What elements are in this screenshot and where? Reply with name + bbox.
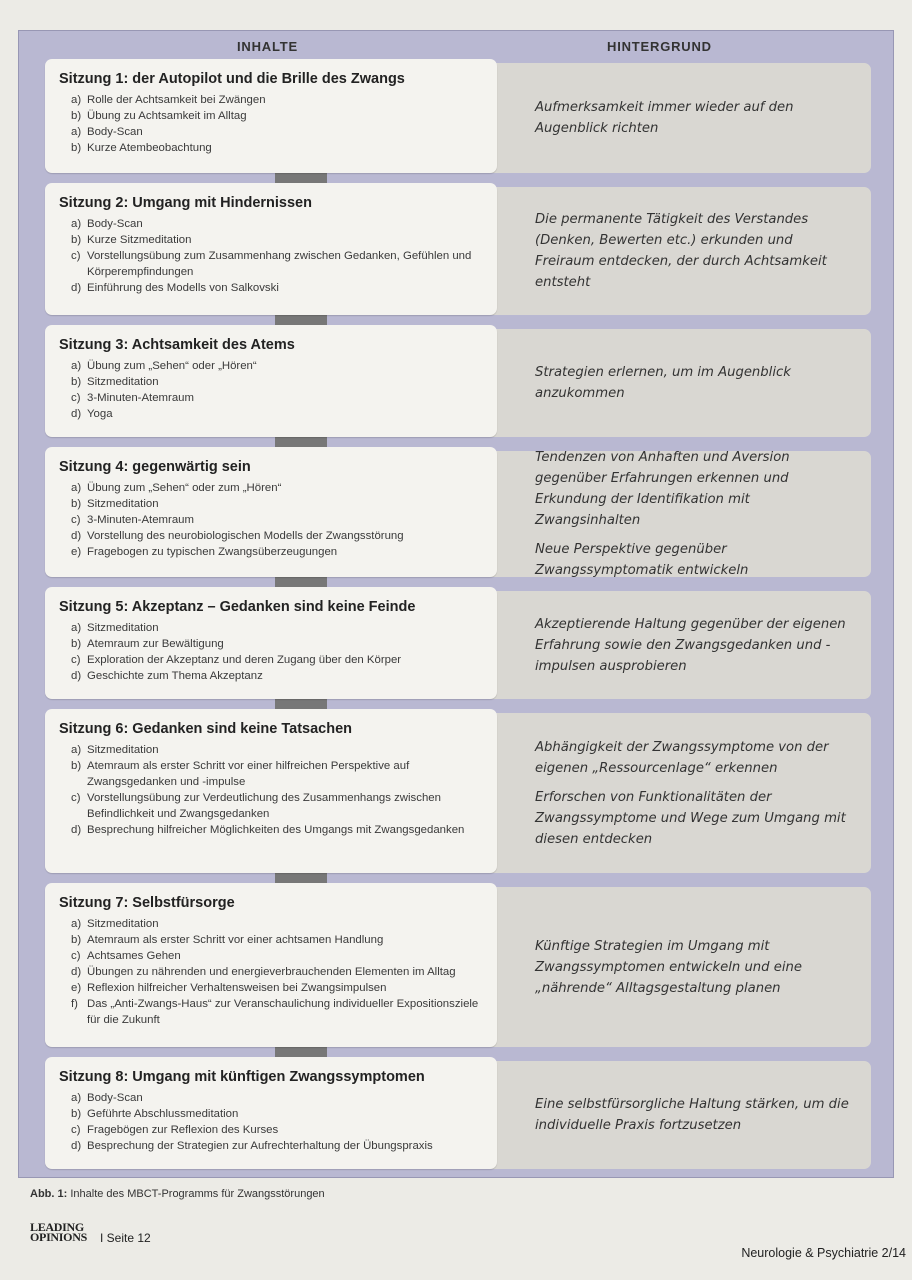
item-text: Das „Anti-Zwangs-Haus“ zur Veranschaulichung individueller Expositionsziele für die Zukunft	[87, 998, 479, 1026]
item-letter: a)	[71, 94, 82, 106]
session-item	[59, 916, 483, 932]
item-letter: c)	[71, 792, 81, 804]
session-item	[59, 358, 483, 374]
item-text: Atemraum als erster Schritt vor einer hilfreichen Perspektive auf Zwangsgedanken und -impulse	[87, 760, 410, 788]
item-letter: b)	[71, 638, 82, 650]
caption-text: Inhalte des MBCT-Programms für Zwangsstörungen	[70, 1188, 325, 1200]
session-item	[59, 390, 483, 406]
session-item	[59, 822, 483, 838]
session-item	[59, 742, 483, 758]
session-item	[59, 964, 483, 980]
item-letter: a)	[71, 622, 82, 634]
session-item	[59, 374, 483, 390]
item-text: Besprechung der Strategien zur Aufrechterhaltung der Übungspraxis	[87, 1140, 433, 1152]
item-letter: d)	[71, 282, 82, 294]
session-background-box	[485, 187, 871, 315]
session-title: Sitzung 2: Umgang mit Hindernissen	[59, 195, 312, 211]
item-text: 3-Minuten-Atemraum	[87, 392, 194, 404]
item-text: Body-Scan	[87, 218, 143, 230]
session-item	[59, 1090, 483, 1106]
item-text: Vorstellung des neurobiologischen Modells der Zwangsstörung	[87, 530, 404, 542]
session-content-box	[45, 883, 497, 1047]
session-row	[45, 59, 871, 173]
item-text: Besprechung hilfreicher Möglichkeiten des Umgangs mit Zwangsgedanken	[87, 824, 465, 836]
figure-caption	[30, 1188, 325, 1200]
session-item-list	[59, 358, 483, 422]
session-item	[59, 668, 483, 684]
session-content-box	[45, 325, 497, 437]
item-letter: b)	[71, 760, 82, 772]
item-text: Kurze Sitzmeditation	[87, 234, 192, 246]
item-text: Fragebogen zu typischen Zwangsüberzeugungen	[87, 546, 338, 558]
item-text: Sitzmeditation	[87, 622, 159, 634]
session-content-box	[45, 447, 497, 577]
session-item	[59, 1138, 483, 1154]
item-letter: d)	[71, 408, 82, 420]
session-background-box	[485, 591, 871, 699]
session-background-box	[485, 713, 871, 873]
session-connector	[275, 173, 327, 183]
item-letter: b)	[71, 934, 82, 946]
session-item	[59, 232, 483, 248]
background-text: Akzeptierende Haltung gegenüber der eigenen Erfahrung sowie den Zwangsgedanken und -impulsen ausprobieren	[535, 616, 846, 674]
session-title: Sitzung 6: Gedanken sind keine Tatsachen	[59, 721, 353, 737]
item-text: Yoga	[87, 408, 113, 420]
session-item	[59, 790, 483, 822]
item-letter: c)	[71, 950, 81, 962]
item-letter: c)	[71, 250, 81, 262]
item-text: Übung zu Achtsamkeit im Alltag	[87, 110, 247, 122]
session-item	[59, 124, 483, 140]
session-item-list	[59, 216, 483, 296]
item-text: Vorstellungsübung zur Verdeutlichung des Zusammenhangs zwischen Befindlichkeit und Zwangsgedanken	[87, 792, 441, 820]
session-item	[59, 636, 483, 652]
item-letter: c)	[71, 1124, 81, 1136]
item-letter: c)	[71, 514, 81, 526]
session-item	[59, 1122, 483, 1138]
item-text: Rolle der Achtsamkeit bei Zwängen	[87, 94, 266, 106]
item-letter: a)	[71, 482, 82, 494]
session-background-box	[485, 887, 871, 1047]
session-title: Sitzung 4: gegenwärtig sein	[59, 459, 251, 475]
item-text: Atemraum als erster Schritt vor einer achtsamen Handlung	[87, 934, 384, 946]
item-letter: c)	[71, 392, 81, 404]
item-text: Einführung des Modells von Salkovski	[87, 282, 279, 294]
session-title: Sitzung 1: der Autopilot und die Brille des Zwangs	[59, 71, 405, 87]
item-text: Fragebögen zur Reflexion des Kurses	[87, 1124, 279, 1136]
item-text: Übungen zu nährenden und energieverbrauchenden Elementen im Alltag	[87, 966, 456, 978]
logo-line-2: OPINIONS	[30, 1230, 87, 1244]
session-item	[59, 996, 483, 1028]
session-title: Sitzung 7: Selbstfürsorge	[59, 895, 235, 911]
item-letter: b)	[71, 110, 82, 122]
session-connector	[275, 577, 327, 587]
session-background-box	[485, 451, 871, 577]
item-text: Übung zum „Sehen“ oder zum „Hören“	[87, 482, 282, 494]
session-content-box	[45, 1057, 497, 1169]
session-row	[45, 1057, 871, 1169]
item-text: Sitzmeditation	[87, 498, 159, 510]
session-title: Sitzung 3: Achtsamkeit des Atems	[59, 337, 295, 353]
session-row	[45, 883, 871, 1047]
item-text: Exploration der Akzeptanz und deren Zugang über den Körper	[87, 654, 402, 666]
background-text: Strategien erlernen, um im Augenblick anzukommen	[535, 365, 791, 401]
session-background-box	[485, 1061, 871, 1169]
session-item	[59, 620, 483, 636]
item-letter: f)	[71, 998, 78, 1010]
session-item	[59, 528, 483, 544]
session-item	[59, 480, 483, 496]
item-letter: e)	[71, 982, 82, 994]
item-text: Sitzmeditation	[87, 744, 159, 756]
session-item	[59, 512, 483, 528]
session-item	[59, 652, 483, 668]
background-text: Die permanente Tätigkeit des Verstandes (Denken, Bewerten etc.) erkunden und Freiraum entdecken, der durch Achtsamkeit entsteht	[535, 212, 827, 290]
session-content-box	[45, 183, 497, 315]
session-content-box	[45, 59, 497, 173]
item-letter: b)	[71, 376, 82, 388]
background-text: Neue Perspektive gegenüber Zwangssymptomatik entwickeln	[535, 542, 749, 578]
column-header-hintergrund: HINTERGRUND	[607, 39, 712, 54]
item-letter: a)	[71, 360, 82, 372]
background-text: Erforschen von Funktionalitäten der Zwangssymptome und Wege zum Umgang mit diesen entdecken	[535, 789, 846, 847]
background-text: Künftige Strategien im Umgang mit Zwangssymptomen entwickeln und eine „nährende“ Alltagsgestaltung planen	[535, 938, 802, 996]
item-letter: a)	[71, 744, 82, 756]
item-text: 3-Minuten-Atemraum	[87, 514, 194, 526]
item-letter: d)	[71, 966, 82, 978]
session-row	[45, 183, 871, 315]
session-row	[45, 325, 871, 437]
item-text: Atemraum zur Bewältigung	[87, 638, 224, 650]
session-item-list	[59, 1090, 483, 1154]
item-letter: d)	[71, 1140, 82, 1152]
item-letter: b)	[71, 498, 82, 510]
item-letter: c)	[71, 654, 81, 666]
session-title: Sitzung 5: Akzeptanz – Gedanken sind keine Feinde	[59, 599, 416, 615]
session-connector	[275, 437, 327, 447]
page-number: I Seite 12	[100, 1231, 151, 1245]
item-letter: d)	[71, 824, 82, 836]
session-background-box	[485, 329, 871, 437]
session-item	[59, 544, 483, 560]
caption-label: Abb. 1:	[30, 1188, 68, 1200]
session-item	[59, 496, 483, 512]
item-letter: b)	[71, 1108, 82, 1120]
item-letter: e)	[71, 546, 82, 558]
session-background-box	[485, 63, 871, 173]
session-item	[59, 216, 483, 232]
item-letter: b)	[71, 142, 82, 154]
session-item-list	[59, 916, 483, 1028]
mbct-program-table	[18, 30, 894, 1178]
item-text: Body-Scan	[87, 126, 143, 138]
journal-name: Neurologie & Psychiatrie 2/14	[741, 1246, 906, 1260]
background-text: Tendenzen von Anhaften und Aversion gegenüber Erfahrungen erkennen und Erkundung der Identifikation mit Zwangsinhalten	[535, 450, 790, 528]
logo-line-1: LEADING	[30, 1220, 84, 1234]
item-text: Reflexion hilfreicher Verhaltensweisen bei Zwangsimpulsen	[87, 982, 387, 994]
session-item-list	[59, 92, 483, 156]
session-item	[59, 932, 483, 948]
item-text: Geschichte zum Thema Akzeptanz	[87, 670, 263, 682]
item-text: Kurze Atembeobachtung	[87, 142, 212, 154]
session-item	[59, 1106, 483, 1122]
item-letter: d)	[71, 670, 82, 682]
session-item	[59, 980, 483, 996]
session-item-list	[59, 620, 483, 684]
item-text: Sitzmeditation	[87, 918, 159, 930]
session-connector	[275, 1047, 327, 1057]
item-letter: d)	[71, 530, 82, 542]
session-item	[59, 758, 483, 790]
column-header-inhalte: INHALTE	[237, 39, 298, 54]
session-item	[59, 948, 483, 964]
session-item-list	[59, 480, 483, 560]
session-item	[59, 108, 483, 124]
background-text: Abhängigkeit der Zwangssymptome von der eigenen „Ressourcenlage“ erkennen	[535, 739, 829, 776]
session-connector	[275, 699, 327, 709]
item-letter: a)	[71, 126, 82, 138]
item-text: Übung zum „Sehen“ oder „Hören“	[87, 360, 257, 372]
background-text: Aufmerksamkeit immer wieder auf den Augenblick richten	[535, 100, 794, 136]
session-connector	[275, 315, 327, 325]
session-item	[59, 406, 483, 422]
item-letter: a)	[71, 918, 82, 930]
item-text: Achtsames Gehen	[87, 950, 181, 962]
session-content-box	[45, 587, 497, 699]
item-letter: b)	[71, 234, 82, 246]
session-title: Sitzung 8: Umgang mit künftigen Zwangssymptomen	[59, 1069, 425, 1085]
session-content-box	[45, 709, 497, 873]
item-text: Geführte Abschlussmeditation	[87, 1108, 239, 1120]
session-item	[59, 280, 483, 296]
item-text: Body-Scan	[87, 1092, 143, 1104]
item-text: Vorstellungsübung zum Zusammenhang zwischen Gedanken, Gefühlen und Körperempfindungen	[87, 250, 472, 278]
item-letter: a)	[71, 218, 82, 230]
leading-opinions-logo	[30, 1222, 87, 1242]
session-item	[59, 92, 483, 108]
session-row	[45, 709, 871, 873]
session-item-list	[59, 742, 483, 838]
session-connector	[275, 873, 327, 883]
item-letter: a)	[71, 1092, 82, 1104]
session-item	[59, 248, 483, 280]
background-text: Eine selbstfürsorgliche Haltung stärken, um die individuelle Praxis fortzusetzen	[535, 1097, 849, 1133]
session-row	[45, 587, 871, 699]
session-row	[45, 447, 871, 577]
item-text: Sitzmeditation	[87, 376, 159, 388]
session-item	[59, 140, 483, 156]
